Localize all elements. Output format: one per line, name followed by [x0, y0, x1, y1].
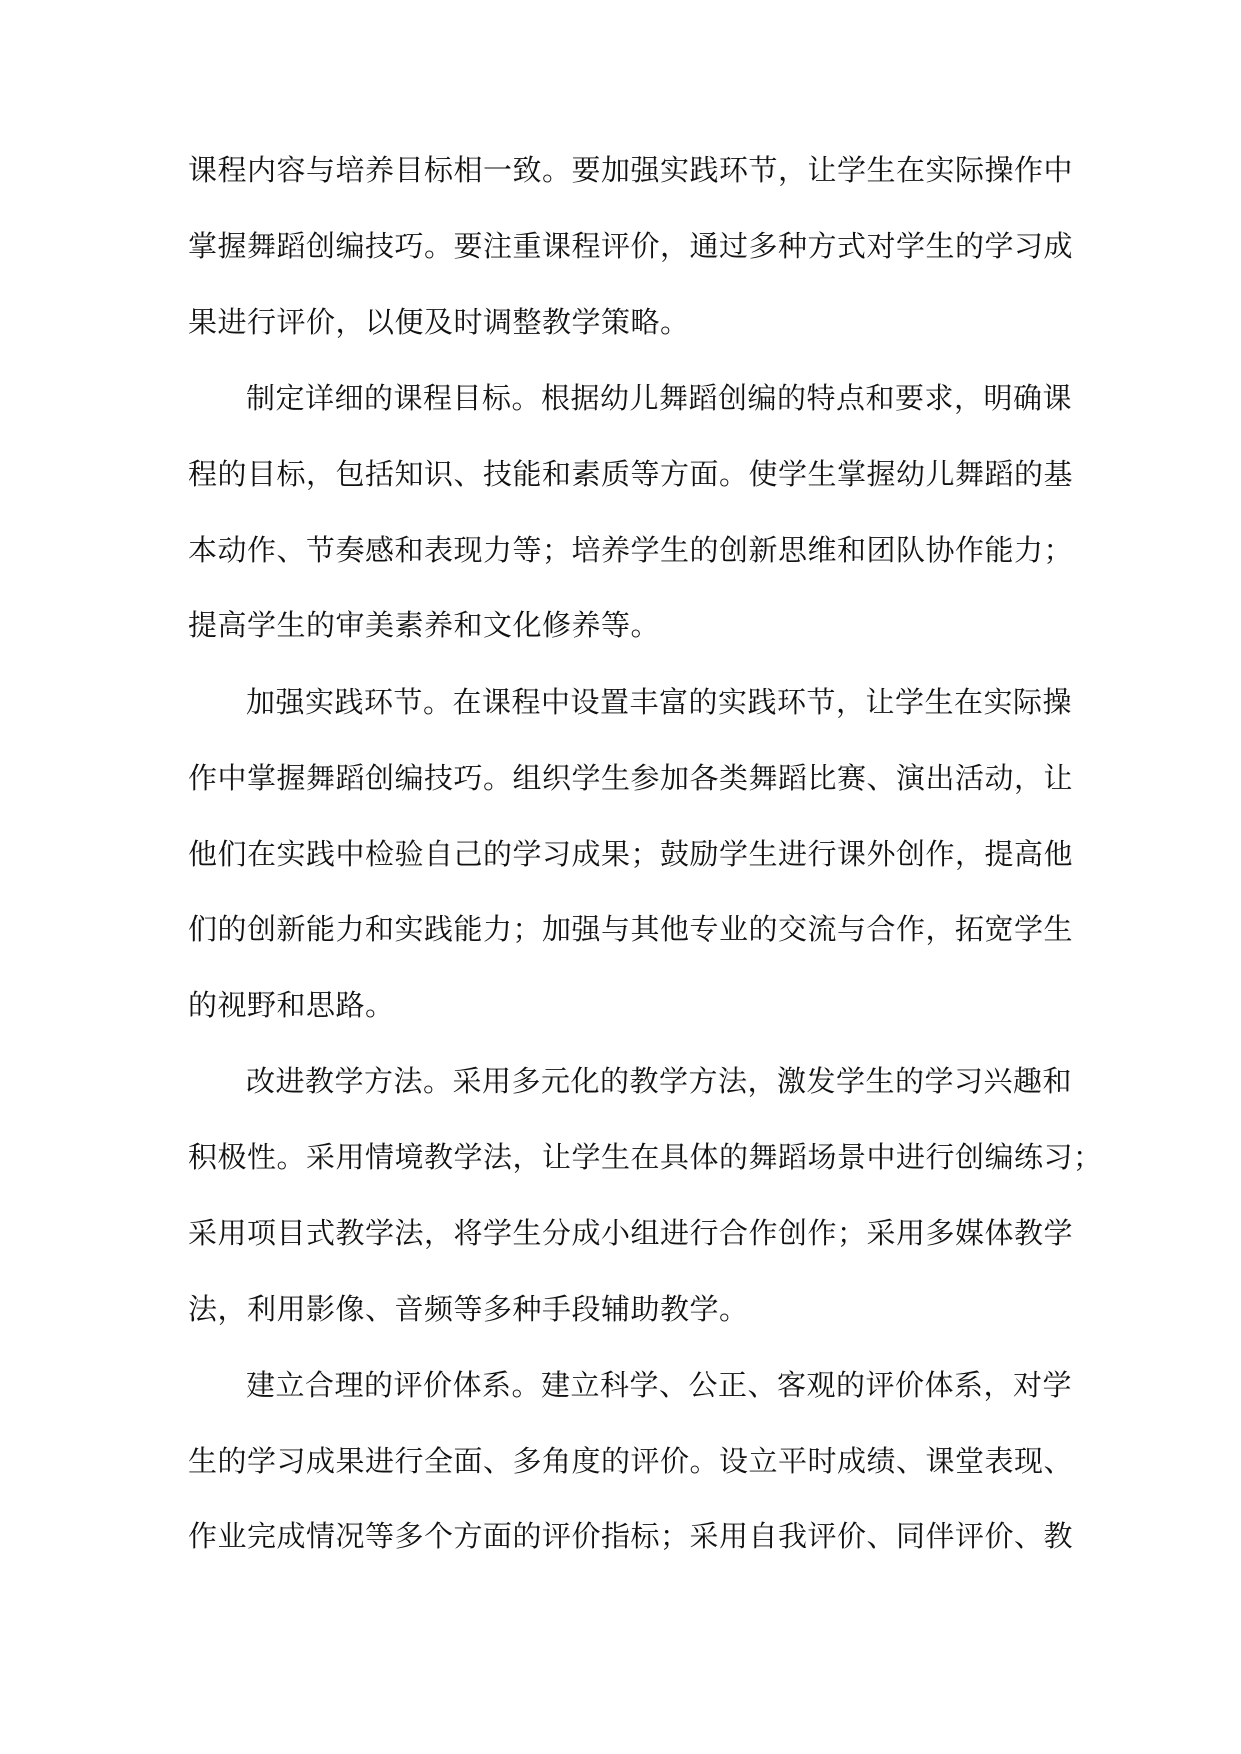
paragraph-first-line: 改进教学方法。采用多元化的教学方法，激发学生的学习兴趣和 [246, 1064, 1073, 1098]
paragraph-first-line: 建立合理的评价体系。建立科学、公正、客观的评价体系，对学 [246, 1368, 1073, 1402]
text-line: 提高学生的审美素养和文化修养等。 [188, 608, 661, 642]
text-line: 掌握舞蹈创编技巧。要注重课程评价，通过多种方式对学生的学习成 [188, 229, 1074, 263]
text-line: 法，利用影像、音频等多种手段辅助教学。 [188, 1292, 749, 1326]
paragraph-first-line: 加强实践环节。在课程中设置丰富的实践环节，让学生在实际操 [246, 685, 1073, 719]
paragraph-first-line: 制定详细的课程目标。根据幼儿舞蹈创编的特点和要求，明确课 [246, 381, 1073, 415]
text-line: 果进行评价，以便及时调整教学策略。 [188, 305, 690, 339]
text-line: 课程内容与培养目标相一致。要加强实践环节，让学生在实际操作中 [188, 153, 1074, 187]
text-line: 的视野和思路。 [188, 988, 395, 1022]
text-line: 作中掌握舞蹈创编技巧。组织学生参加各类舞蹈比赛、演出活动，让 [188, 761, 1074, 795]
text-line: 他们在实践中检验自己的学习成果；鼓励学生进行课外创作，提高他 [188, 837, 1074, 871]
text-line: 作业完成情况等多个方面的评价指标；采用自我评价、同伴评价、教 [188, 1519, 1074, 1553]
text-line: 采用项目式教学法，将学生分成小组进行合作创作；采用多媒体教学 [188, 1216, 1074, 1250]
text-line: 程的目标，包括知识、技能和素质等方面。使学生掌握幼儿舞蹈的基 [188, 457, 1074, 491]
text-line: 生的学习成果进行全面、多角度的评价。设立平时成绩、课堂表现、 [188, 1444, 1074, 1478]
text-line: 们的创新能力和实践能力；加强与其他专业的交流与合作，拓宽学生 [188, 912, 1074, 946]
text-line: 积极性。采用情境教学法，让学生在具体的舞蹈场景中进行创编练习； [188, 1140, 1103, 1174]
text-line: 本动作、节奏感和表现力等；培养学生的创新思维和团队协作能力； [188, 533, 1074, 567]
